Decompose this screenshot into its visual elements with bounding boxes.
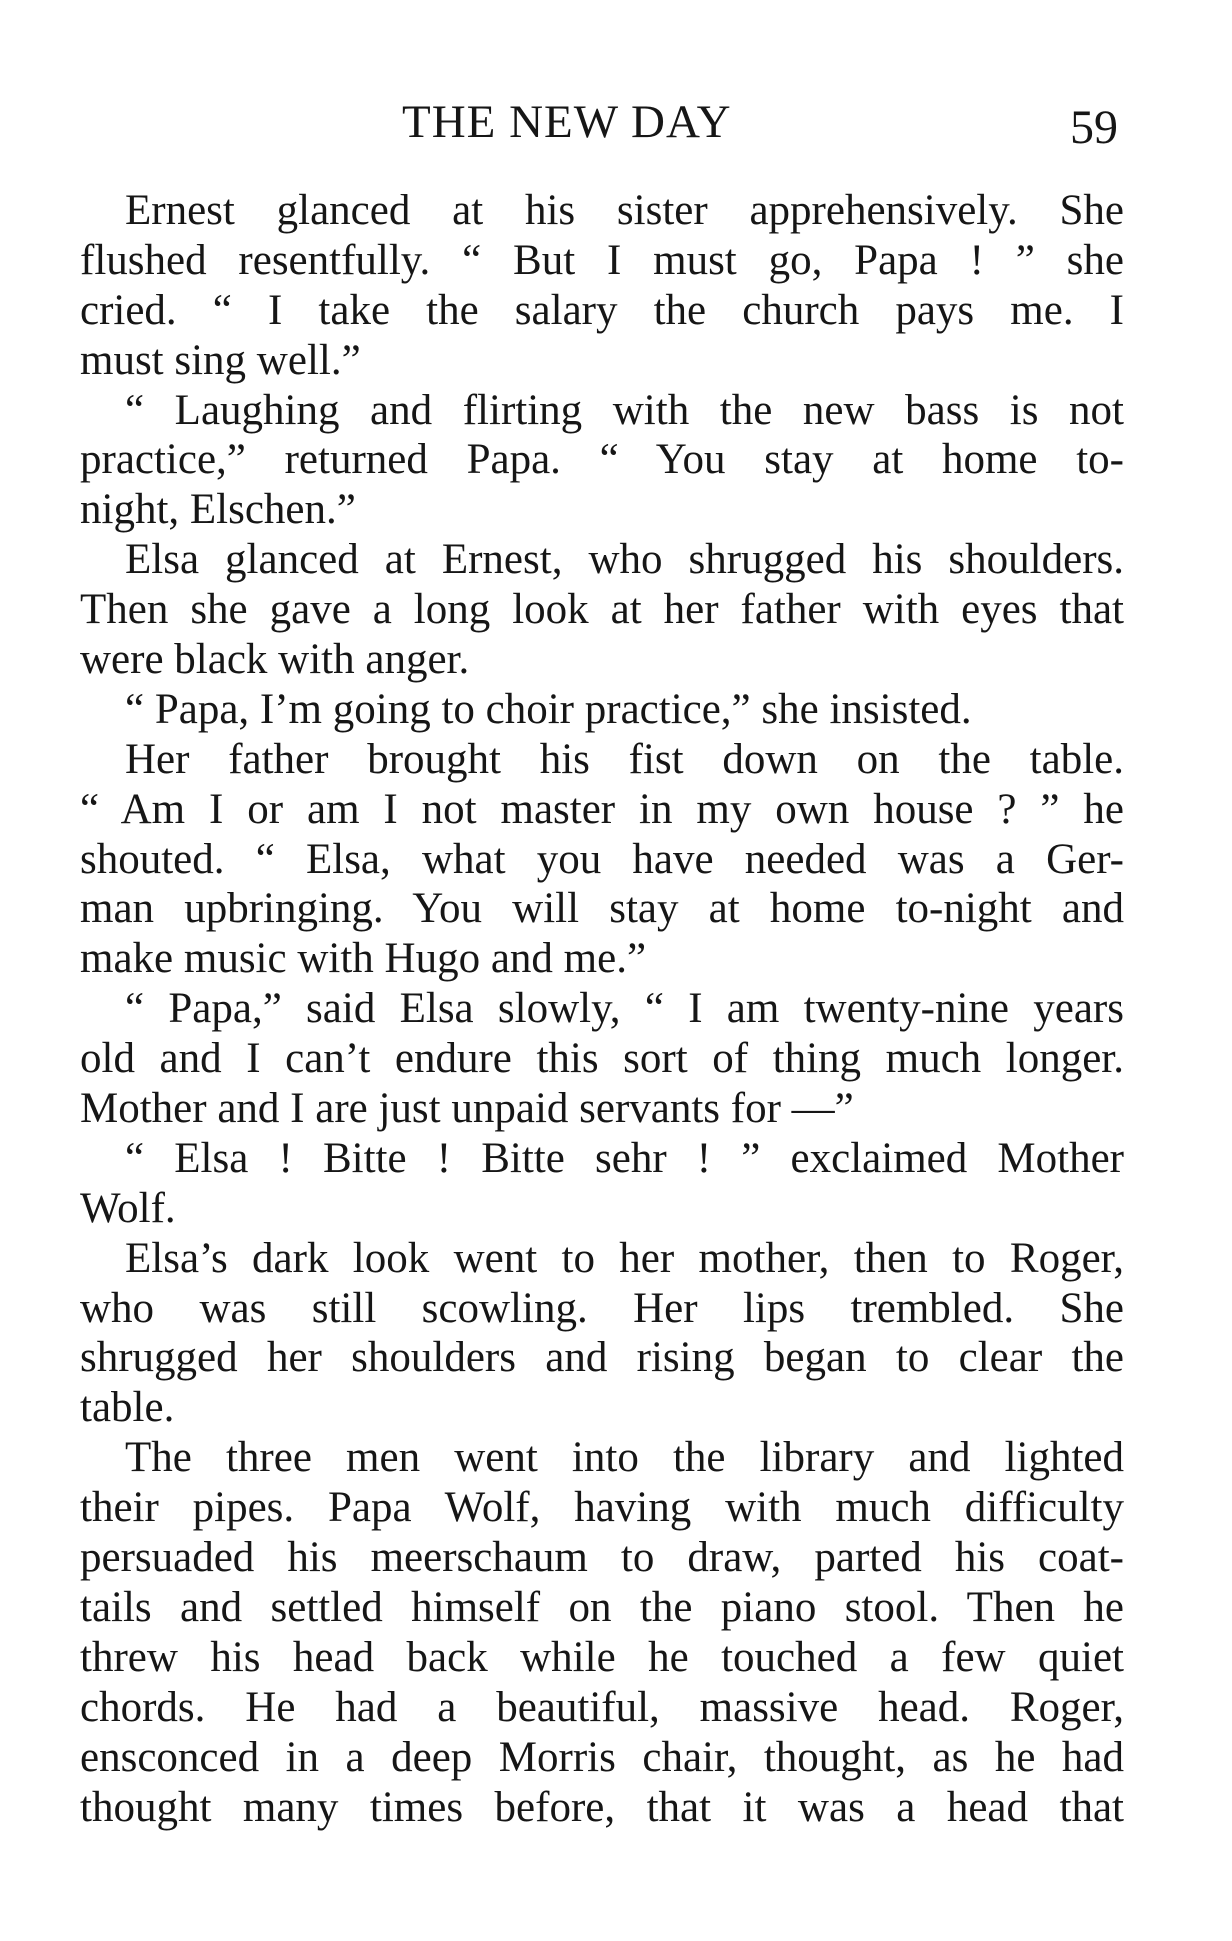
- text-line: man upbringing. You will stay at home to-night and: [80, 885, 1124, 933]
- text-line: night, Elschen.”: [80, 486, 356, 534]
- running-head: [0, 92, 1232, 152]
- text-line: Ernest glanced at his sister apprehensively. She: [125, 187, 1124, 234]
- text-line: threw his head back while he touched a few quiet: [80, 1633, 1124, 1681]
- text-line: were black with anger.: [80, 636, 470, 684]
- running-title: THE NEW DAY: [402, 96, 732, 148]
- text-line: thought many times before, that it was a head that: [80, 1783, 1124, 1831]
- text-line: flushed resentfully. “ But I must go, Papa ! ” she: [80, 236, 1124, 284]
- text-line: cried. “ I take the salary the church pays me. I: [80, 286, 1124, 334]
- text-line: who was still scowling. Her lips trembled. She: [80, 1284, 1124, 1332]
- text-line: shouted. “ Elsa, what you have needed was a Ger-: [80, 835, 1124, 883]
- text-line: Then she gave a long look at her father with eyes that: [80, 586, 1124, 634]
- text-line: must sing well.”: [80, 336, 361, 384]
- body-text: [80, 186, 1124, 1832]
- text-line: Wolf.: [80, 1184, 176, 1232]
- text-line: Mother and I are just unpaid servants for —”: [80, 1085, 854, 1133]
- text-line: shrugged her shoulders and rising began to clear the: [80, 1334, 1124, 1382]
- text-line: old and I can’t endure this sort of thing much longer.: [80, 1035, 1124, 1083]
- text-line: tails and settled himself on the piano stool. Then he: [80, 1583, 1124, 1631]
- text-line: table.: [80, 1384, 175, 1432]
- text-line: Her father brought his fist down on the table.: [125, 735, 1124, 783]
- text-line: ensconced in a deep Morris chair, thought, as he had: [80, 1733, 1124, 1781]
- text-line: their pipes. Papa Wolf, having with much difficulty: [80, 1484, 1124, 1532]
- text-line: Elsa glanced at Ernest, who shrugged his shoulders.: [125, 536, 1124, 584]
- text-line: “ Am I or am I not master in my own house ? ” he: [80, 785, 1124, 833]
- text-line: Elsa’s dark look went to her mother, then to Roger,: [125, 1234, 1124, 1282]
- text-line: “ Papa,” said Elsa slowly, “ I am twenty-nine years: [125, 985, 1124, 1033]
- text-line: persuaded his meerschaum to draw, parted his coat-: [80, 1534, 1124, 1582]
- text-line: chords. He had a beautiful, massive head. Roger,: [80, 1683, 1124, 1731]
- text-line: “ Papa, I’m going to choir practice,” she insisted.: [125, 685, 972, 733]
- text-line: “ Elsa ! Bitte ! Bitte sehr ! ” exclaimed Mother: [125, 1134, 1124, 1182]
- text-line: make music with Hugo and me.”: [80, 935, 647, 983]
- text-line: “ Laughing and flirting with the new bass is not: [125, 386, 1124, 434]
- text-line: practice,” returned Papa. “ You stay at home to-: [80, 436, 1124, 484]
- page-number: 59: [1070, 101, 1118, 154]
- text-line: The three men went into the library and lighted: [125, 1434, 1124, 1482]
